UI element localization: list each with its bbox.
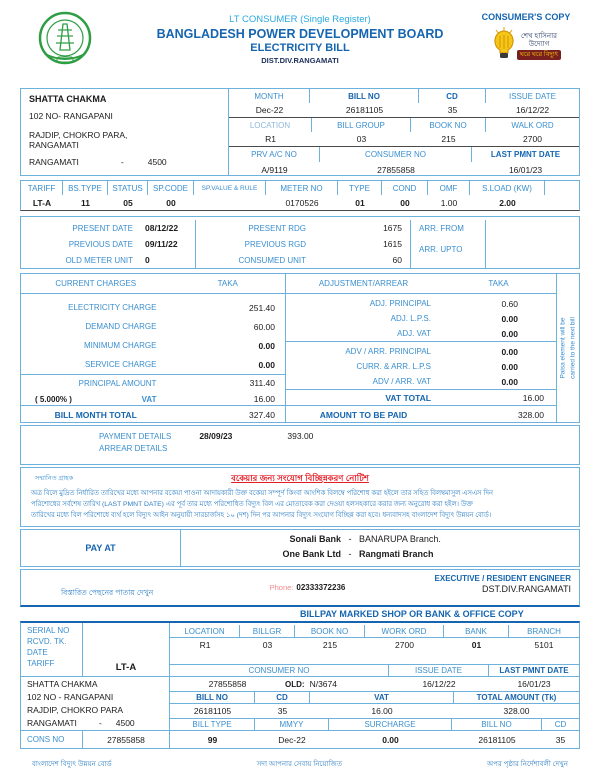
bill-footer — [20, 758, 580, 770]
current-charges-header: CURRENT CHARGES — [55, 279, 137, 288]
bill-month-total-label: BILL MONTH TOTAL — [54, 410, 137, 420]
bs-type-label: BS.TYPE — [63, 181, 108, 195]
consumer-city-sep: - — [120, 157, 124, 167]
arrear-details-label: ARREAR DETAILS — [99, 444, 168, 453]
oc-mmyy-value: Dec-22 — [278, 734, 306, 745]
oc-total-amount-label: TOTAL AMOUNT (Tk) — [476, 693, 557, 702]
oc-location-label: LOCATION — [170, 625, 240, 637]
vat-total-value: 16.00 — [522, 392, 544, 403]
cons-no-label: CONS NO — [21, 731, 83, 748]
bill-subtitle: LT CONSUMER (Single Register) — [229, 14, 371, 25]
service-charge-value: 0.00 — [258, 359, 275, 370]
vat-value: 16.00 — [253, 394, 275, 404]
bill-no-label: BILL NO — [310, 89, 419, 103]
month-label: MONTH — [229, 89, 310, 103]
location-value: R1 — [265, 134, 276, 144]
oc-surcharge-value: 0.00 — [382, 734, 399, 745]
notice-line1: অত্র বিলে মুদ্রিত নির্ধারিত তারিখের মধ্যে আপনার বকেয়া পাওনা আদায়কারী উক্ত বকেয়া সম্পূর্ণ কিংবা আংশিক বিলম্বে পরিশোধ করা হইলে তার সহিত বিলম্বমাসুল এসএস দিন — [31, 490, 493, 497]
walk-ord-label: WALK ORD — [511, 120, 554, 130]
readings-box — [20, 216, 580, 269]
office-copy-title: BILLPAY MARKED SHOP OR BANK & OFFICE COPY — [300, 609, 524, 619]
cd-value: 35 — [447, 105, 458, 115]
meter-no-label: METER NO — [266, 181, 338, 195]
oc-location-value: R1 — [199, 640, 211, 650]
bank1-dash: - — [348, 534, 352, 544]
tariff-label-oc: TARIFF — [27, 659, 55, 668]
walk-ord-value: 2700 — [523, 134, 542, 144]
adj-lps-value: 0.00 — [501, 313, 518, 324]
tariff-value-oc: LT-A — [115, 662, 137, 673]
minimum-charge-value: 0.00 — [258, 340, 275, 351]
old-meter-value: 0 — [145, 255, 150, 265]
oc-bill-no-value: 26181105 — [193, 706, 232, 716]
footer-right-text: অপর পৃষ্ঠার নির্দেশাবলী দেখুন — [487, 761, 568, 768]
phone-label: Phone: — [269, 583, 294, 592]
rcvd-tk-label: RCVD. TK. — [27, 637, 67, 646]
bulb-slogan-line2: উদ্যোগ — [528, 41, 550, 49]
pay-at-box — [20, 529, 580, 567]
current-taka-header: TAKA — [217, 279, 238, 288]
document-title: ELECTRICITY BILL — [250, 42, 350, 54]
bank1-branch: BANARUPA Branch. — [359, 534, 441, 544]
oc-surcharge-label: SURCHARGE — [329, 719, 452, 730]
oc-cd2-value: 35 — [555, 734, 566, 745]
oc-consumer-no-label: CONSUMER NO — [170, 665, 389, 676]
footer-center-text: সদা আপনার সেবায় নিয়োজিত — [256, 761, 343, 768]
oc-issue-date-label: ISSUE DATE — [389, 665, 489, 676]
bank1-name: Sonali Bank — [289, 534, 341, 544]
status-value: 05 — [123, 197, 133, 208]
status-label: STATUS — [108, 181, 148, 195]
bulb-slogan-line3: ঘরে ঘরে বিদ্যুৎ — [517, 50, 561, 60]
oc-bill-type-value: 99 — [207, 734, 218, 745]
present-date-label: PRESENT DATE — [72, 223, 133, 233]
consumer-address-block — [21, 89, 229, 175]
bill-group-value: 03 — [356, 134, 367, 144]
electricity-bill — [20, 0, 580, 770]
oc-total-amount-value: 328.00 — [503, 706, 530, 716]
curr-arr-lps-value: 0.00 — [501, 361, 518, 372]
oc-mmyy-label: MMYY — [255, 719, 329, 730]
tariff-label: TARIFF — [21, 181, 63, 195]
notice-line2: পরিশোধের সর্বশেষ তারিখ (LAST PMNT DATE) এর পূর্ব তার মধ্যে পরিশোধিত বিদ্যুৎ বিল এর মোতাবেক করা দেওয়া হলসহকারে করার জন্য অনুরোধ করা হইল। উক্ত — [31, 501, 473, 509]
adv-arr-principal-label: ADV / ARR. PRINCIPAL — [345, 347, 431, 356]
oc-issue-date-value: 16/12/22 — [422, 679, 456, 689]
sp-value-rule-label: SP.VALUE & RULE — [194, 181, 266, 195]
previous-date-value: 09/11/22 — [145, 239, 178, 249]
oc-bill-no-label: BILL NO — [170, 692, 255, 703]
adjustment-arrear-header: ADJUSTMENT/ARREAR — [318, 279, 409, 288]
present-rdg-value: 1675 — [383, 223, 402, 233]
bulb-icon — [491, 26, 517, 67]
vat-percent: ( 5.000% ) — [35, 394, 72, 404]
date-label: DATE — [27, 648, 48, 657]
oc-branch-value: 5101 — [534, 640, 554, 650]
oc-bill-type-label: BILL TYPE — [170, 719, 255, 730]
last-pmnt-label: LAST PMNT DATE — [490, 150, 561, 159]
amount-to-be-paid-label: AMOUNT TO BE PAID — [319, 409, 408, 420]
principal-amount-label: PRINCIPAL AMOUNT — [78, 378, 157, 388]
sp-value-rule-value — [194, 195, 266, 210]
previous-rgd-label: PREVIOUS RGD — [244, 239, 306, 249]
notice-salutation: সম্মানিত গ্রাহক — [35, 475, 74, 482]
oc-vat-value: 16.00 — [371, 706, 393, 716]
adj-vat-value: 0.00 — [501, 328, 518, 339]
demand-charge-label: DEMAND CHARGE — [85, 322, 157, 331]
adv-arr-principal-value: 0.00 — [501, 346, 518, 357]
payment-amount: 393.00 — [287, 431, 314, 441]
vat-label: VAT — [141, 394, 157, 404]
oc-old-label: OLD: — [285, 679, 305, 689]
oc-bill-no2-label: BILL NO — [452, 719, 542, 730]
consumed-unit-value: 60 — [392, 255, 402, 265]
omf-label: OMF — [428, 181, 470, 195]
sp-code-value: 00 — [166, 197, 176, 208]
vat-total-label: VAT TOTAL — [385, 392, 431, 403]
organization-name: BANGLADESH POWER DEVELOPMENT BOARD — [156, 27, 444, 41]
minimum-charge-label: MINIMUM CHARGE — [83, 341, 157, 350]
division-name: DIST.DIV.RANGAMATI — [261, 56, 339, 65]
old-meter-label: OLD METER UNIT — [65, 255, 133, 265]
cond-value: 00 — [400, 197, 410, 208]
bs-type-value: 11 — [81, 197, 90, 208]
bill-header — [20, 10, 580, 84]
consumer-no-label: CONSUMER NO — [320, 147, 472, 162]
adjustment-taka-header: TAKA — [488, 279, 509, 288]
copy-type-label: CONSUMER'S COPY — [481, 12, 571, 22]
oc-vat-label: VAT — [310, 692, 454, 703]
electricity-charge-value: 251.40 — [249, 302, 275, 313]
principal-amount-value: 311.40 — [249, 378, 275, 388]
oc-work-ord-label: WORK ORD — [365, 625, 444, 637]
arr-from-label: ARR. FROM — [419, 223, 464, 233]
bill-no-value: 26181105 — [345, 105, 384, 115]
oc-branch-label: BRANCH — [527, 626, 561, 636]
consumer-city: RANGAMATI — [29, 157, 79, 167]
consumer-name: SHATTA CHAKMA — [29, 94, 107, 104]
book-no-label: BOOK NO — [411, 118, 486, 132]
oc-cd2-label: CD — [554, 720, 567, 729]
previous-date-label: PREVIOUS DATE — [68, 239, 133, 249]
demand-charge-value: 60.00 — [253, 321, 275, 332]
engineer-division: DST.DIV.RANGAMATI — [481, 584, 571, 594]
s-load-label: S.LOAD (KW) — [470, 181, 545, 195]
oc-cd-label: CD — [255, 692, 310, 703]
oc-work-ord-value: 2700 — [395, 640, 414, 650]
adv-arr-vat-label: ADV / ARR. VAT — [372, 377, 431, 386]
cd-label: CD — [419, 89, 486, 103]
last-pmnt-value: 16/01/23 — [508, 164, 543, 175]
bill-month-total-value: 327.40 — [249, 410, 275, 420]
type-label: TYPE — [338, 181, 382, 195]
type-value: 01 — [355, 197, 365, 208]
adj-principal-label: ADJ. PRINCIPAL — [369, 299, 431, 308]
paisa-note-line2: carried to the next bill — [569, 317, 576, 379]
bank2-name: One Bank Ltd — [282, 549, 341, 560]
oc-addr2: RAJDIP, CHOKRO PARA — [27, 705, 124, 715]
oc-postcode: 4500 — [115, 718, 135, 728]
s-load-value: 2.00 — [499, 197, 516, 208]
paisa-note-strip — [556, 274, 579, 422]
adj-lps-label: ADJ. L.P.S. — [390, 314, 431, 323]
consumer-postcode: 4500 — [147, 157, 167, 167]
disconnection-notice — [20, 467, 580, 527]
cons-no-value: 27855858 — [107, 734, 145, 745]
consumer-addr3: RANGAMATI — [29, 140, 79, 150]
issue-date-value: 16/12/22 — [515, 105, 550, 115]
curr-arr-lps-label: CURR. & ARR. L.P.S — [356, 362, 431, 371]
oc-city: RANGAMATI — [27, 718, 77, 728]
consumer-no-value: 27855858 — [377, 164, 415, 175]
oc-cd-value: 35 — [277, 706, 288, 716]
engineer-title: EXECUTIVE / RESIDENT ENGINEER — [434, 574, 571, 583]
electricity-charge-label: ELECTRICITY CHARGE — [68, 303, 157, 312]
present-date-value: 08/12/22 — [145, 223, 179, 233]
prv-ac-value: A/9119 — [261, 164, 288, 175]
payment-date: 28/09/23 — [199, 431, 233, 441]
serial-no-label: SERIAL NO — [27, 626, 70, 635]
consumer-addr1: 102 NO- RANGAPANI — [29, 111, 113, 121]
tariff-value: LT-A — [32, 197, 52, 208]
back-page-note: বিস্তারিত পেছনের পাতায় দেখুন — [61, 588, 154, 597]
oc-sep: - — [98, 718, 102, 728]
previous-rgd-value: 1615 — [383, 239, 402, 249]
omf-value: 1.00 — [440, 197, 458, 208]
oc-last-pmnt-value: 16/01/23 — [517, 679, 551, 689]
service-charge-label: SERVICE CHARGE — [85, 360, 157, 369]
notice-line3: তারিখের মধ্যে বিল পরিশোধে ব্যর্থ হলে বিদ্যুৎ আইন অনুযায়ী সারচার্জসহ ১০ (দশ) দিন পর আপনার বিদ্যুৎ সংযোগ বিচ্ছিন্ন করা হবে। ধন্যবাদসহ বাংলাদেশ বিদ্যুৎ উন্নয়ন বোর্ড। — [31, 512, 492, 520]
pay-at-label: PAY AT — [85, 543, 116, 553]
present-rdg-label: PRESENT RDG — [248, 223, 306, 233]
bpdb-logo-icon — [20, 10, 128, 77]
signature-box — [20, 569, 580, 607]
bill-group-label: BILL GROUP — [312, 118, 411, 132]
cond-label: COND — [382, 181, 428, 195]
oc-book-no-label: BOOK NO — [295, 625, 365, 637]
consumed-unit-label: CONSUMED UNIT — [238, 255, 306, 265]
bank2-dash: - — [348, 549, 352, 560]
book-no-value: 215 — [441, 134, 456, 144]
prv-ac-label: PRV A/C NO — [229, 147, 320, 162]
charges-box — [20, 273, 580, 423]
consumer-info-box — [20, 88, 580, 176]
arr-upto-label: ARR. UPTO — [419, 244, 463, 254]
oc-bank-value: 01 — [471, 640, 482, 650]
oc-last-pmnt-label: LAST PMNT DATE — [499, 666, 569, 675]
phone-number: 02333372236 — [296, 583, 346, 592]
payment-details-box — [20, 425, 580, 465]
meter-no-value: 0170526 — [285, 197, 319, 208]
issue-date-label: ISSUE DATE — [509, 91, 556, 101]
bank2-branch: Rangmati Branch — [359, 549, 434, 560]
oc-addr1: 102 NO - RANGAPANI — [27, 692, 114, 702]
footer-left-text: বাংলাদেশ বিদ্যুৎ উন্নয়ন বোর্ড — [32, 761, 112, 768]
oc-book-no-value: 215 — [322, 640, 338, 650]
oc-old-value: N/3674 — [309, 679, 337, 689]
notice-title: বকেয়ার জন্য সংযোগ বিচ্ছিন্নকরণ নোটিশ — [231, 473, 369, 483]
location-label: LOCATION — [229, 118, 312, 132]
month-value: Dec-22 — [255, 105, 284, 115]
adj-vat-label: ADJ. VAT — [397, 329, 431, 338]
oc-billgr-label: BILLGR — [240, 625, 295, 637]
adv-arr-vat-value: 0.00 — [501, 376, 518, 387]
oc-bank-label: BANK — [444, 625, 509, 637]
paisa-note-line1: Paisa element will be — [559, 317, 567, 379]
oc-bill-no2-value: 26181105 — [478, 734, 516, 745]
oc-consumer-name: SHATTA CHAKMA — [27, 679, 98, 689]
bulb-slogan-line1: শেখ হাসিনার — [521, 32, 557, 40]
consumer-addr2: RAJDIP, CHOKRO PARA, — [29, 130, 128, 140]
oc-billgr-value: 03 — [262, 640, 273, 650]
oc-consumer-no-value: 27855858 — [208, 679, 247, 689]
tariff-box — [20, 180, 580, 211]
adj-principal-value: 0.60 — [501, 298, 518, 309]
payment-details-label: PAYMENT DETAILS — [99, 431, 172, 441]
office-copy-box — [20, 621, 580, 749]
amount-to-be-paid-value: 328.00 — [518, 409, 544, 420]
sp-code-label: SP.CODE — [148, 181, 194, 195]
